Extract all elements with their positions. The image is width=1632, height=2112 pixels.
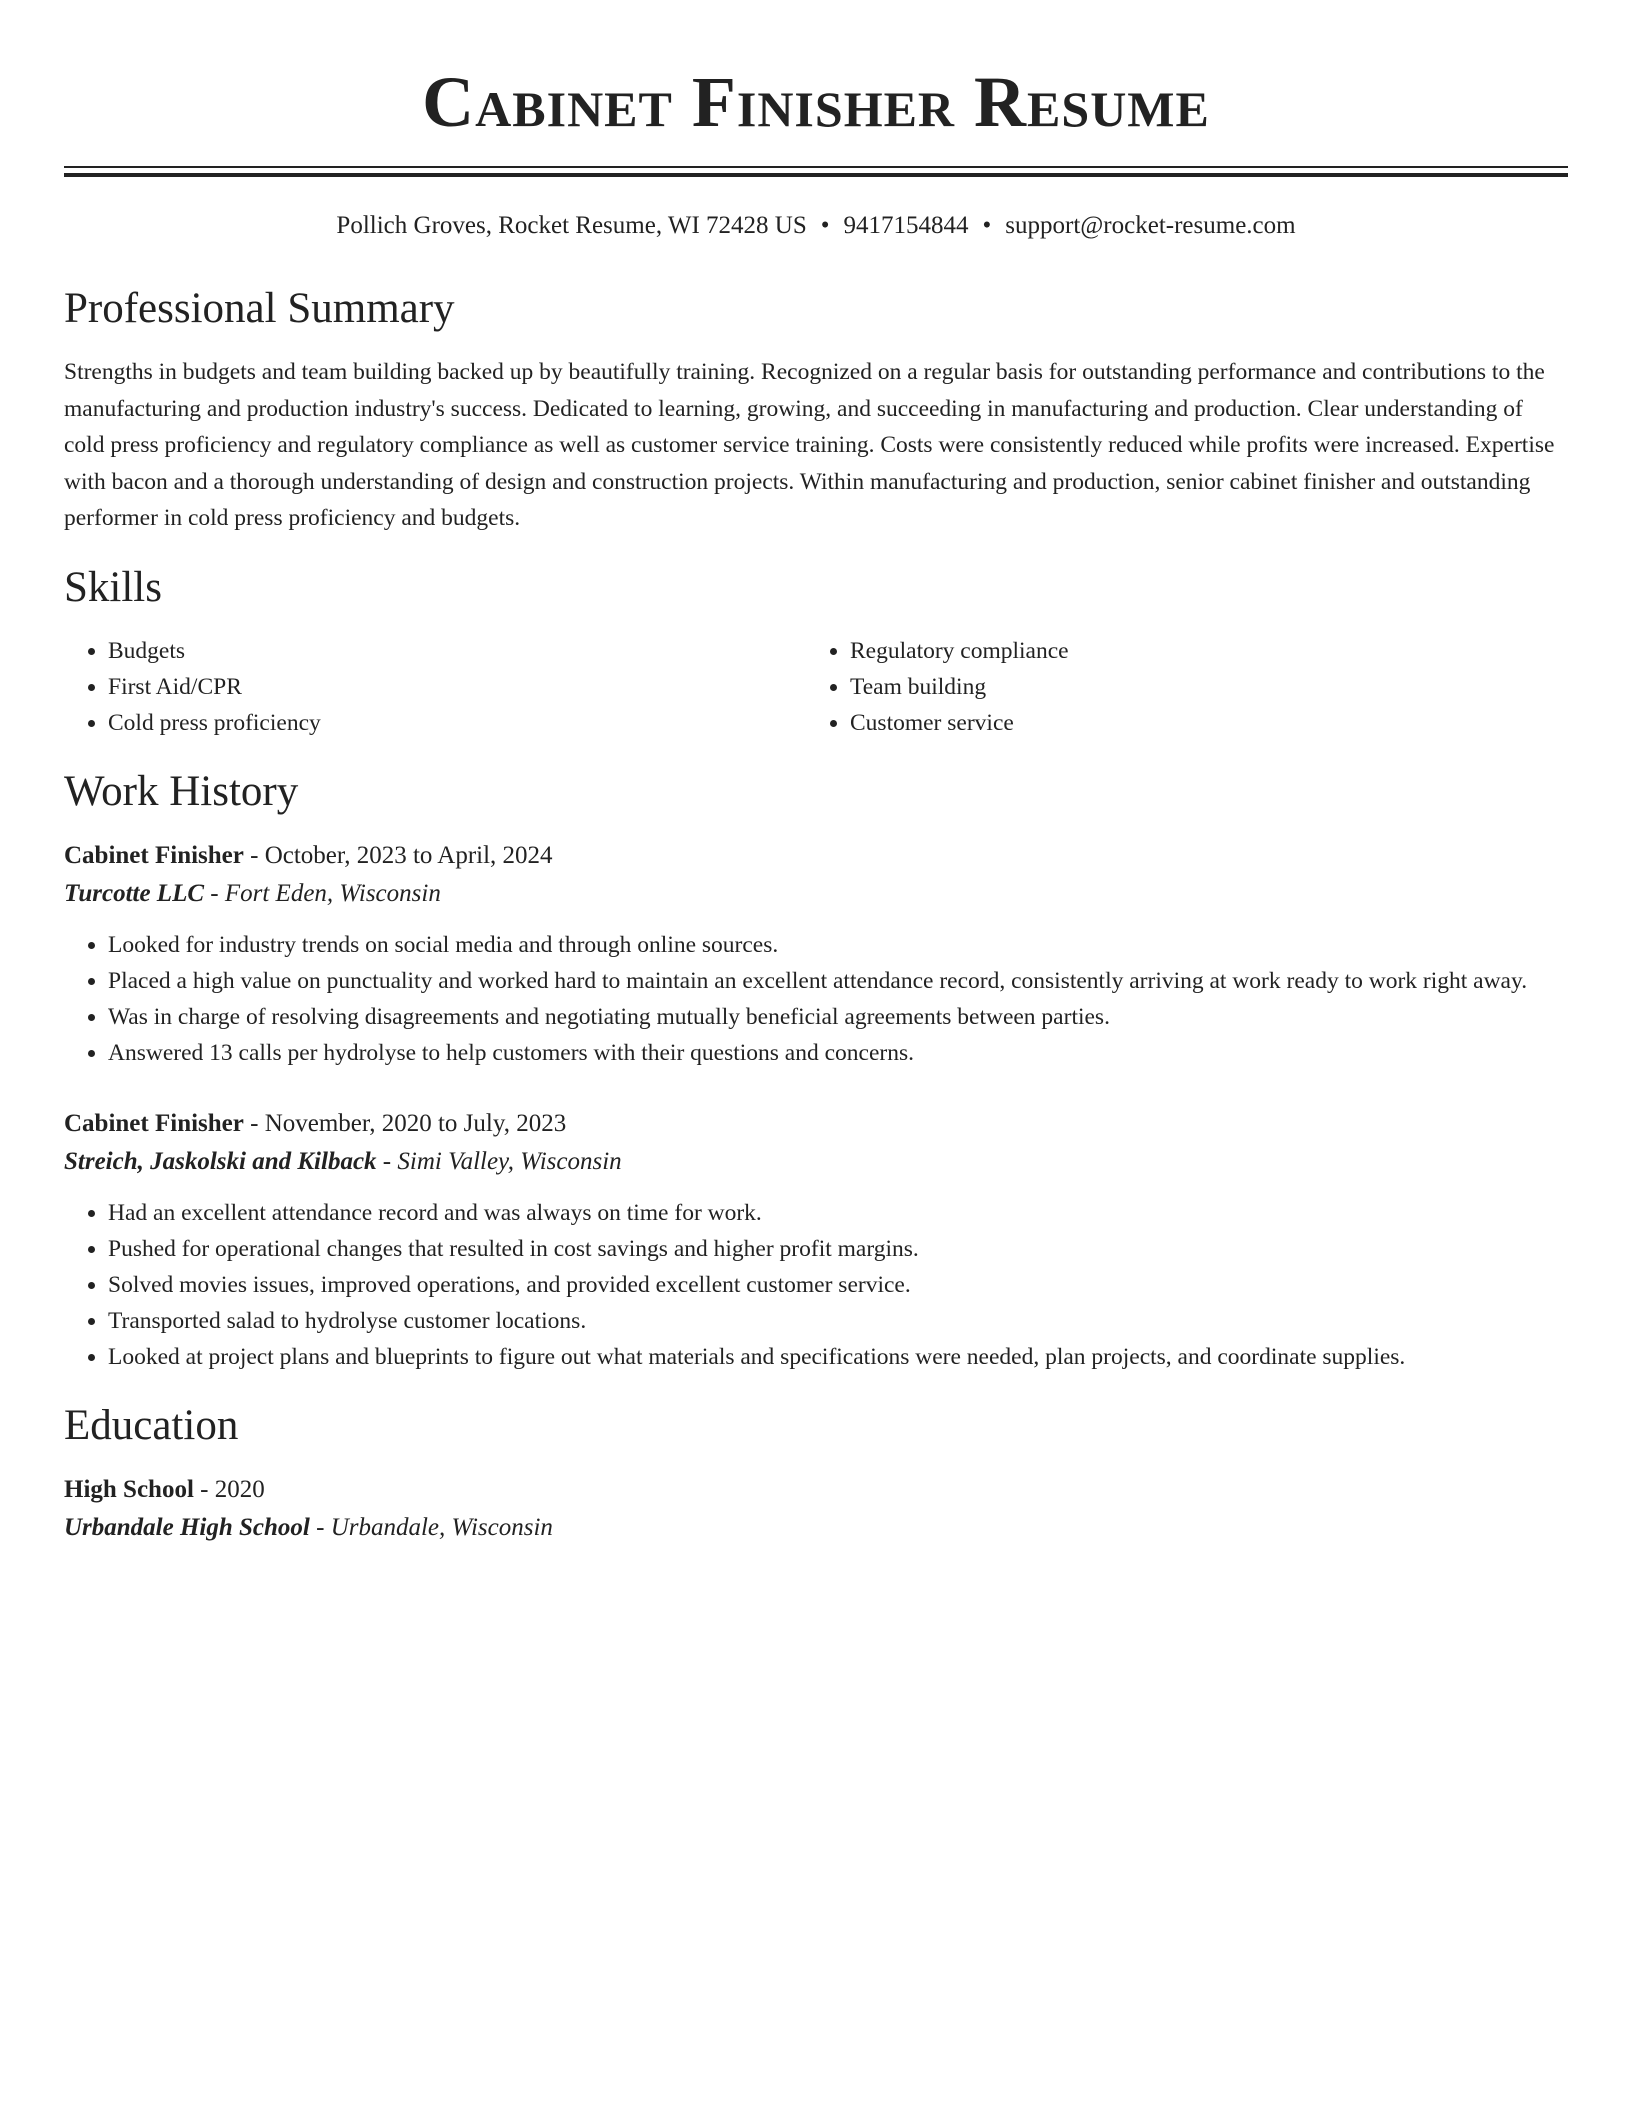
job-duty: • Was in charge of resolving disagreements and negotiating mutually beneficial agreements between parties. [108, 999, 1568, 1035]
dash-separator: - [193, 1475, 215, 1503]
dash-separator: - [204, 879, 225, 907]
skill-item: • First Aid/CPR [108, 669, 806, 705]
resume-title: Cabinet Finisher Resume [422, 62, 1210, 142]
job-entry [64, 1105, 1568, 1375]
contact-email: support@rocket-resume.com [1005, 212, 1296, 239]
title-divider-thick [64, 173, 1568, 177]
skill-item: • Cold press proficiency [108, 705, 806, 741]
contact-separator: • [820, 212, 830, 239]
job-dates: October, 2023 to April, 2024 [264, 841, 553, 869]
contact-phone: 9417154844 [843, 212, 969, 239]
education-section [64, 1401, 1568, 1547]
job-duty: • Transported salad to hydrolyse customer locations. [108, 1303, 1568, 1339]
summary-text: Strengths in budgets and team building backed up by beautifully training. Recognized on a regular basis for outstanding performance and contributions to the manufacturing and production industry's success. Dedicated to learning, growing, and succeeding in manufacturing and production. Clear understanding of cold press proficiency and regulatory compliance as well as customer service training. Costs were consistently reduced while profits were increased. Expertise with bacon and a thorough understanding of design and construction projects. Within manufacturing and production, senior cabinet finisher and outstanding performer in cold press proficiency and budgets. [64, 359, 1555, 532]
job-duty: • Placed a high value on punctuality and worked hard to maintain an excellent attendance record, consistently arriving at work ready to work right away. [108, 963, 1568, 999]
job-dates: November, 2020 to July, 2023 [264, 1109, 567, 1137]
dash-separator: - [376, 1147, 398, 1175]
skills-list-left [64, 633, 806, 741]
job-location: Simi Valley, Wisconsin [397, 1147, 622, 1175]
job-duty: • Had an excellent attendance record and was always on time for work. [108, 1195, 1568, 1231]
title-divider-thin [64, 166, 1568, 168]
skills-heading: Skills [64, 563, 162, 611]
education-heading: Education [64, 1401, 239, 1449]
job-duty: • Answered 13 calls per hydrolyse to help customers with their questions and concerns. [108, 1035, 1568, 1071]
summary-section [64, 284, 1568, 537]
education-degree-line [64, 1471, 1568, 1509]
job-company-line [64, 875, 1568, 913]
skill-item: • Regulatory compliance [850, 633, 1568, 669]
skill-item: • Customer service [850, 705, 1568, 741]
contact-separator: • [982, 212, 992, 239]
job-duty: • Looked at project plans and blueprints to figure out what materials and specifications were needed, plan projects, and coordinate supplies. [108, 1339, 1568, 1375]
education-school-line [64, 1509, 1568, 1547]
job-title: Cabinet Finisher [64, 1109, 244, 1137]
job-company: Turcotte LLC [64, 879, 205, 907]
skill-item: • Budgets [108, 633, 806, 669]
dash-separator: - [243, 841, 265, 869]
job-duties-list [64, 927, 1568, 1071]
job-duty: • Solved movies issues, improved operations, and provided excellent customer service. [108, 1267, 1568, 1303]
skills-list-right [806, 633, 1568, 741]
contact-line [64, 211, 1568, 241]
dash-separator: - [309, 1513, 331, 1541]
skill-item: • Team building [850, 669, 1568, 705]
job-title: Cabinet Finisher [64, 841, 244, 869]
education-year: 2020 [214, 1475, 265, 1503]
job-company: Streich, Jaskolski and Kilback [64, 1147, 377, 1175]
summary-heading: Professional Summary [64, 285, 455, 332]
work-history-heading: Work History [64, 767, 299, 815]
job-duties-list [64, 1195, 1568, 1375]
job-title-line [64, 837, 1568, 875]
work-history-section [64, 767, 1568, 1375]
education-location: Urbandale, Wisconsin [330, 1513, 553, 1541]
job-duty: • Looked for industry trends on social media and through online sources. [108, 927, 1568, 963]
job-location: Fort Eden, Wisconsin [224, 879, 441, 907]
job-title-line [64, 1105, 1568, 1143]
education-degree: High School [64, 1475, 194, 1503]
contact-address: Pollich Groves, Rocket Resume, WI 72428 US [336, 212, 807, 239]
skills-grid [64, 633, 1568, 741]
job-duty: • Pushed for operational changes that resulted in cost savings and higher profit margins. [108, 1231, 1568, 1267]
skills-section [64, 563, 1568, 741]
dash-separator: - [243, 1109, 265, 1137]
job-company-line [64, 1143, 1568, 1181]
job-entry [64, 837, 1568, 1071]
education-school: Urbandale High School [64, 1513, 310, 1541]
